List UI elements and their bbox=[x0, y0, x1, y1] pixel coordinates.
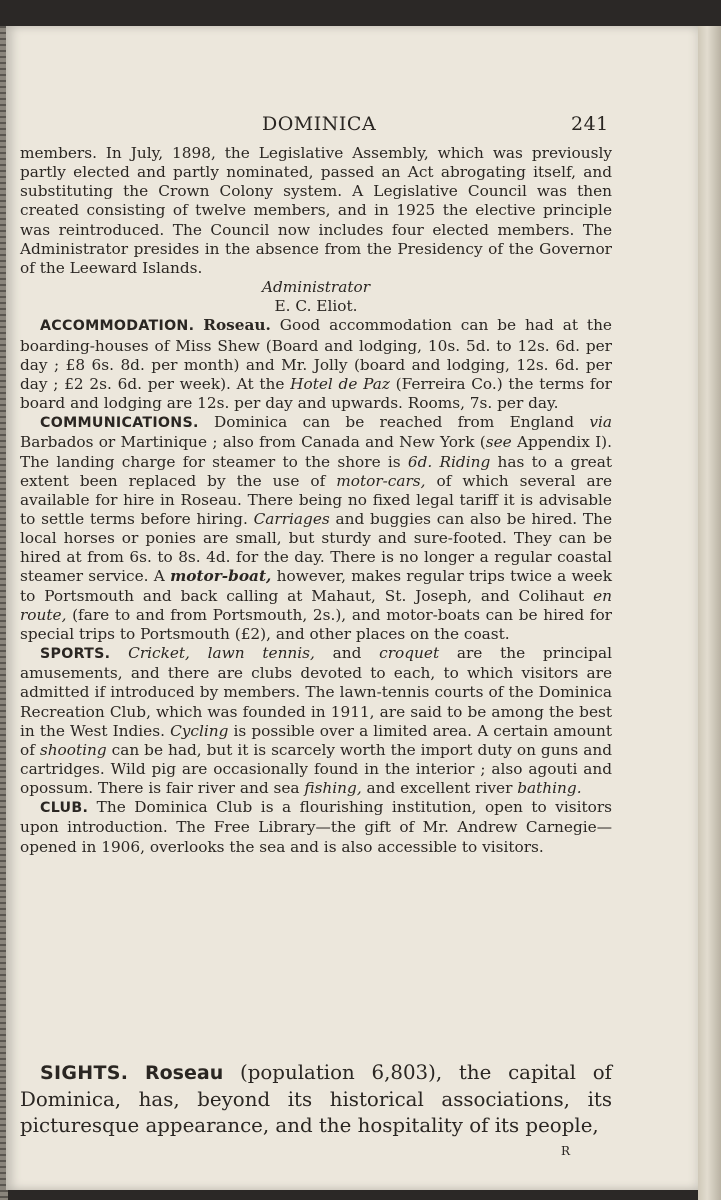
running-title: DOMINICA bbox=[262, 113, 377, 135]
accommodation-place: Roseau. bbox=[203, 316, 271, 335]
sights-heading: SIGHTS. bbox=[40, 1062, 129, 1084]
club-paragraph: CLUB. The Dominica Club is a flourishing institution, open to visitors upon introduction. The Free Library—the gift of Mr. Andrew Carnegie—opened in 1906, overlooks the sea and is also accessible to visitors. bbox=[20, 798, 612, 856]
sports-paragraph: SPORTS. Cricket, lawn tennis, and croquet are the principal amusements, and there are clubs devoted to each, to which visitors are admitted if introduced by members. The lawn-tennis courts of the Dominica Recreation Club, which was founded in 1911, are said to be among the best in the West Indies. Cycling is possible over a limited area. A certain amount of shooting can be had, but it is scarcely worth the import duty on guns and cartridges. Wild pig are occasionally found in the interior ; also agouti and opossum. There is fair river and sea fishing, and excellent river bathing. bbox=[20, 644, 613, 798]
intro-paragraph: members. In July, 1898, the Legislative Assembly, which was previously partly elected and partly nominated, passed an Act abrogating itself, and substituting the Crown Colony system. A Legislative Council was then created consisting of twelve members, and in 1925 the elective principle was reintroduced. The Council now includes four elected members. The Administrator presides in the absence from the Presidency of the Governor of the Leeward Islands. bbox=[20, 144, 612, 277]
body-text bbox=[20, 144, 612, 857]
accommodation-paragraph: ACCOMMODATION. Roseau. Good accommodation can be had at the boarding-houses of Miss Shew (Board and lodging, 10s. 5d. to 12s. 6d. per day ; £8 6s. 8d. per month) and Mr. Jolly (board and lodging, 12s. 6d. per day ; £2 2s. 6d. per week). At the Hotel de Paz (Ferreira Co.) the terms for board and lodging are 12s. per day and upwards. Rooms, 7s. per day. bbox=[20, 316, 612, 413]
sports-heading: SPORTS. bbox=[40, 646, 111, 663]
administrator-name: E. C. Eliot. bbox=[274, 297, 358, 316]
administrator-title: Administrator bbox=[261, 278, 371, 297]
running-head bbox=[6, 113, 698, 143]
book-page bbox=[6, 26, 698, 1190]
page-number: 241 bbox=[571, 113, 609, 135]
sights-paragraph: SIGHTS. Roseau (population 6,803), the capital of Dominica, has, beyond its historical associations, its picturesque appearance, and the hospitality of its people, bbox=[20, 1061, 612, 1137]
communications-heading: COMMUNICATIONS. bbox=[40, 415, 199, 432]
accommodation-heading: ACCOMMODATION. bbox=[40, 318, 195, 335]
page-edge bbox=[698, 26, 721, 1200]
communications-paragraph: COMMUNICATIONS. Dominica can be reached from England via Barbados or Martinique ; also from Canada and New York (see Appendix I). The landing charge for steamer to the shore is 6d. Riding has to a great extent been replaced by the use of motor-cars, of which several are available for hire in Roseau. There being no fixed legal tariff it is advisable to settle terms before hiring. Carriages and buggies can also be hired. The local horses or ponies are small, but sturdy and sure-footed. They can be hired at from 6s. to 8s. 4d. for the day. There is no longer a regular coastal steamer service. A motor-boat, however, makes regular trips twice a week to Portsmouth and back calling at Mahaut, St. Joseph, and Colihaut en route, (fare to and from Portsmouth, 2s.), and motor-boats can be hired for special trips to Portsmouth (£2), and other places on the coast. bbox=[20, 413, 613, 643]
signature-mark: R bbox=[561, 1144, 571, 1158]
sights-place: Roseau bbox=[145, 1062, 224, 1084]
club-heading: CLUB. bbox=[40, 800, 89, 817]
